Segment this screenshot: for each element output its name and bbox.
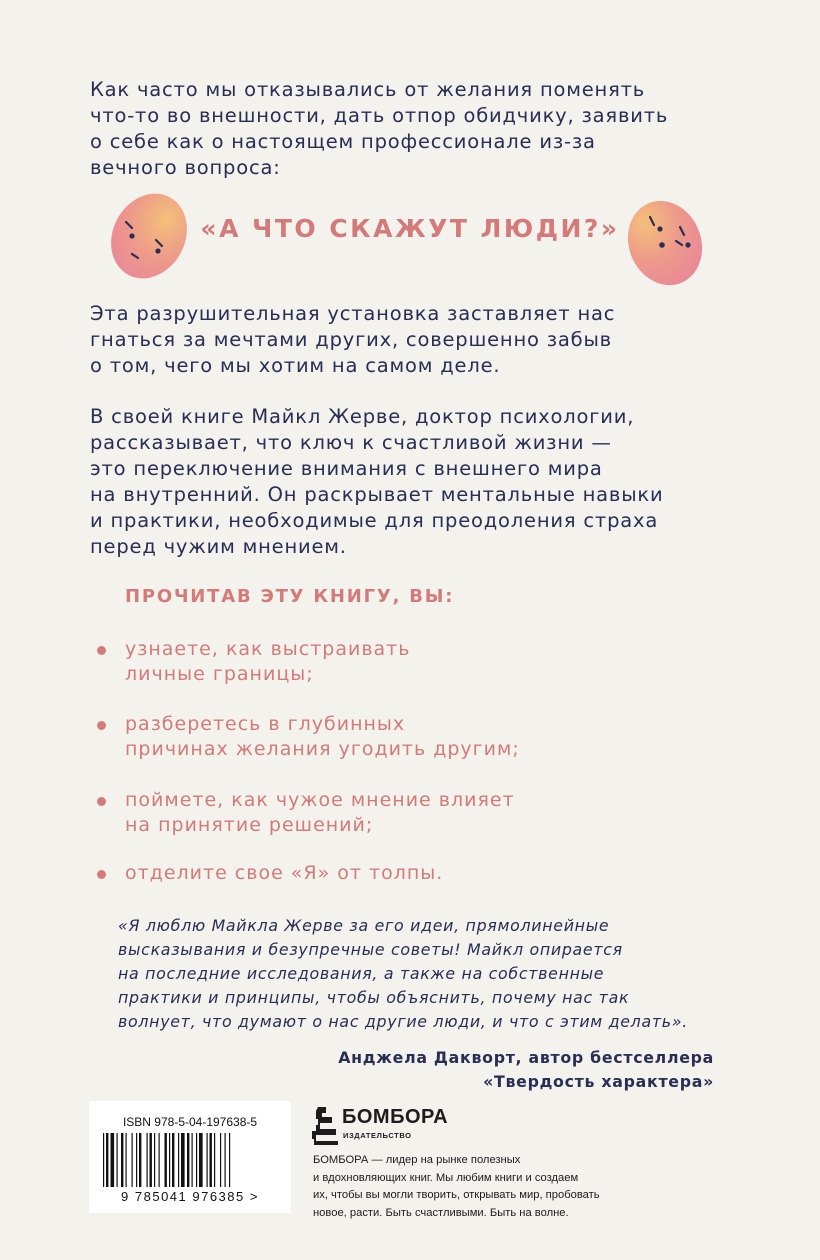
author-line: это переключение внимания с внешнего мира xyxy=(90,457,603,480)
setup-line: Эта разрушительная установка заставляет нас xyxy=(90,302,616,325)
isbn-number: ISBN 978-5-04-197638-5 xyxy=(122,1115,258,1129)
benefit-item xyxy=(97,637,410,687)
quote-attribution xyxy=(338,1046,714,1094)
quote-line: высказывания и безупречные советы! Майкл опирается xyxy=(118,940,623,959)
bullet-dot-icon xyxy=(97,721,106,730)
setup-line: о том, чего мы хотим на самом деле. xyxy=(90,354,501,377)
intro-paragraph xyxy=(90,77,668,181)
author-line: рассказывает, что ключ к счастливой жизни — xyxy=(90,431,612,454)
publisher-subtitle: ИЗДАТЕЛЬСТВО xyxy=(343,1131,412,1140)
benefit-line: отделите свое «Я» от толпы. xyxy=(125,862,444,884)
publisher-desc-line: БОМБОРА — лидер на рынке полезных xyxy=(313,1154,521,1166)
headline: «А ЧТО СКАЖУТ ЛЮДИ?» xyxy=(200,214,620,243)
publisher-description xyxy=(313,1152,600,1222)
bullet-dot-icon xyxy=(97,646,106,655)
benefit-item xyxy=(97,712,520,762)
author-line: В своей книге Майкл Жерве, доктор психологии, xyxy=(90,405,635,428)
intro-line: Как часто мы отказывались от желания поменять xyxy=(90,78,646,101)
publisher-name: БОМБОРА xyxy=(342,1106,449,1128)
author-line: и практики, необходимые для преодоления страха xyxy=(90,509,659,532)
author-paragraph xyxy=(90,404,663,560)
quote-line: волнует, что думают о нас другие люди, и что с этим делать». xyxy=(118,1012,688,1031)
benefit-item xyxy=(97,788,515,838)
setup-line: гнаться за мечтами других, совершенно забыв xyxy=(90,328,612,351)
setup-paragraph xyxy=(90,301,615,379)
intro-line: вечного вопроса: xyxy=(90,156,281,179)
quote-line: на последние исследования, а также на собственные xyxy=(118,964,605,983)
bullet-dot-icon xyxy=(97,870,106,879)
benefit-line: на принятие решений; xyxy=(125,814,374,836)
quote-line: «Я люблю Майкла Жерве за его идеи, прямолинейные xyxy=(118,916,610,935)
benefit-line: причинах желания угодить другим; xyxy=(125,738,520,760)
attribution-line: Анджела Дакворт, автор бестселлера xyxy=(338,1048,714,1067)
benefits-title: ПРОЧИТАВ ЭТУ КНИГУ, ВЫ: xyxy=(125,586,455,607)
annoyed-face-right-icon xyxy=(622,195,708,291)
publisher-desc-line: их, чтобы вы могли творить, открывать мир, пробовать xyxy=(313,1189,600,1201)
benefit-line: разберетесь в глубинных xyxy=(125,713,406,735)
barcode-digits: 9 785041 976385 > xyxy=(121,1189,259,1204)
review-quote xyxy=(118,914,688,1034)
isbn-barcode xyxy=(89,1101,291,1213)
author-line: на внутренний. Он раскрывает ментальные навыки xyxy=(90,483,664,506)
benefit-item xyxy=(97,861,443,886)
author-line: перед чужим мнением. xyxy=(90,535,347,558)
benefit-line: личные границы; xyxy=(125,663,314,685)
intro-line: о себе как о настоящем профессионале из-за xyxy=(90,130,596,153)
benefit-line: узнаете, как выстраивать xyxy=(125,638,411,660)
intro-line: что-то во внешности, дать отпор обидчику, заявить xyxy=(90,104,669,127)
quote-line: практики и принципы, чтобы объяснить, почему нас так xyxy=(118,988,630,1007)
barcode-icon xyxy=(101,1133,279,1187)
bullet-dot-icon xyxy=(97,797,106,806)
benefit-line: поймете, как чужое мнение влияет xyxy=(125,789,515,811)
attribution-line: «Твердость характера» xyxy=(483,1072,714,1091)
publisher-desc-line: и вдохновляющих книг. Мы любим книги и создаем xyxy=(313,1171,579,1184)
publisher-desc-line: новое, расти. Быть счастливыми. Быть на волне. xyxy=(313,1206,569,1219)
